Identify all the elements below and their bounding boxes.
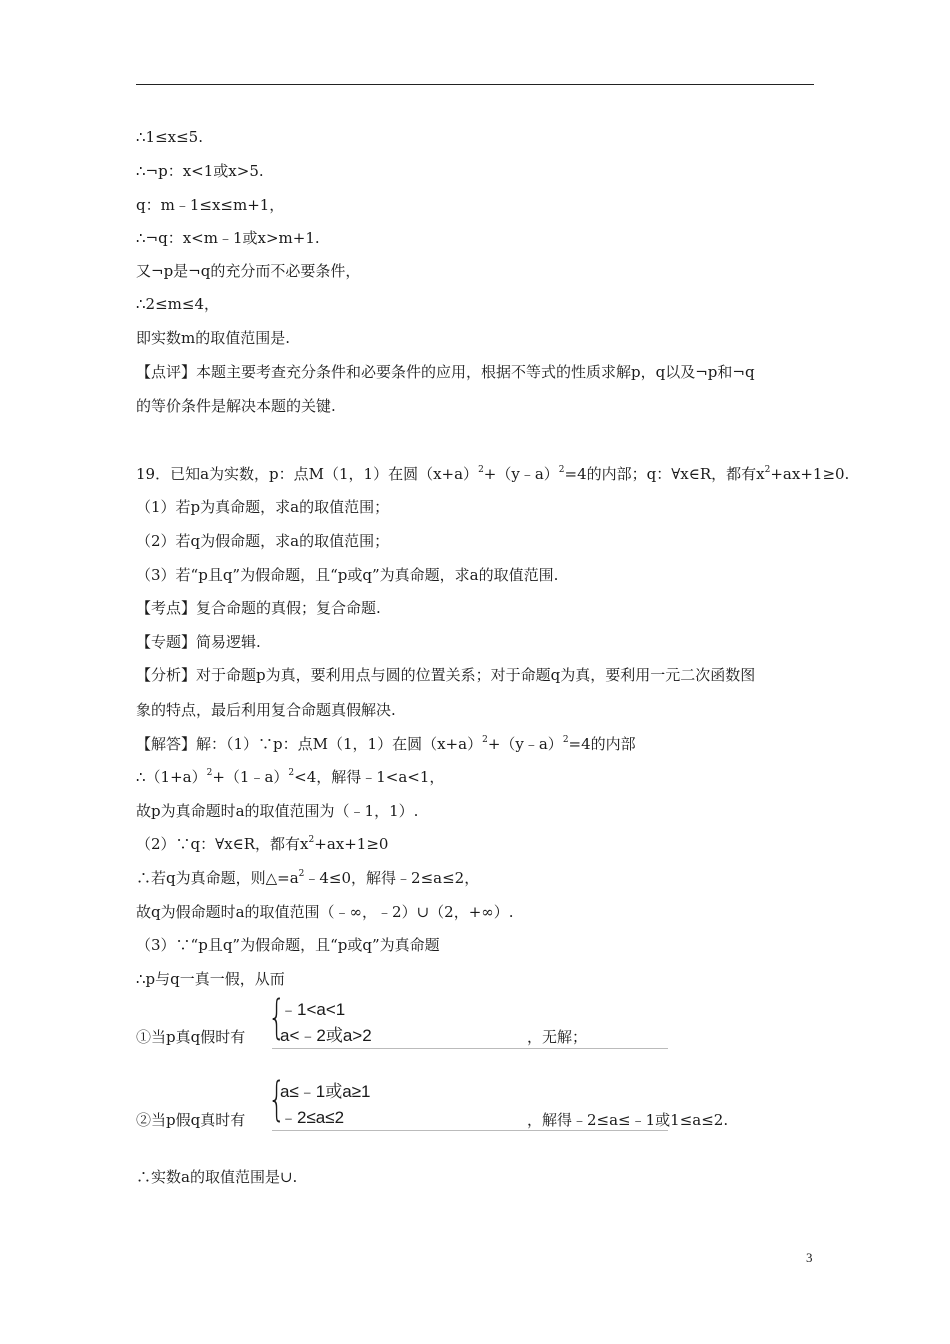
fenxi-line: 【分析】对于命题p为真，要利用点与圆的位置关系；对于命题q为真，要利用一元二次函数图	[136, 666, 756, 684]
case-1-system	[268, 990, 678, 1050]
solution-line: ∴p与q一真一假，从而	[136, 970, 285, 988]
fenxi-line: 象的特点，最后利用复合命题真假解决.	[136, 701, 396, 719]
left-brace-icon: {	[268, 990, 286, 1044]
solution-line: （2）∵q：∀x∈R，都有$x^2+ax+1\ge 0$	[136, 835, 389, 853]
solution-line: （3）∵“p且q”为假命题，且“p或q”为真命题	[136, 936, 440, 954]
solution-line: 故p为真命题时a的取值范围为（﹣1，1）.	[136, 802, 419, 820]
page-number: 3	[806, 1250, 813, 1265]
question-part-1: （1）若p为真命题，求a的取值范围；	[136, 498, 390, 516]
comment-line: 【点评】本题主要考查充分条件和必要条件的应用，根据不等式的性质求解p，q以及¬p和¬q	[136, 363, 755, 381]
solution-line: 【解答】解：（1）∵p：点M（1，1）在圆$(x+a)^2+(y﹣a)^2=4$的内部	[136, 735, 636, 753]
case-2-underline	[272, 1130, 668, 1131]
text-line: ∴2≤m≤4，	[136, 295, 219, 313]
case-1-label: ①当p真q假时有	[136, 1028, 246, 1046]
solution-line: 故q为假命题时a的取值范围（﹣∞，﹣2）∪（2，+∞）.	[136, 903, 514, 921]
case-2-row-2: ﹣2≤a≤2	[280, 1108, 345, 1127]
case-1-underline	[272, 1048, 668, 1049]
text-line: q：m﹣1≤x≤m+1，	[136, 196, 285, 214]
text-line: 又¬p是¬q的充分而不必要条件，	[136, 262, 361, 280]
case-1-result: ，无解；	[527, 1028, 588, 1046]
case-1-row-2: a<﹣2或a>2	[280, 1026, 372, 1045]
case-2-row-1: a≤﹣1或a≥1	[280, 1082, 371, 1101]
question-stem: 19．已知a为实数，p：点M（1，1）在圆$(x+a)^2+(y﹣a)^2=4$的内部；q：∀x∈R，都有$x^2+ax+1\ge 0$.	[136, 465, 850, 483]
question-part-3: （3）若“p且q”为假命题，且“p或q”为真命题，求a的取值范围.	[136, 566, 559, 584]
header-rule	[136, 84, 814, 85]
text-line: ∴1≤x≤5.	[136, 128, 203, 146]
zhuanti-line: 【专题】简易逻辑.	[136, 633, 261, 651]
case-1-row-1: ﹣1<a<1	[280, 1000, 346, 1019]
kaodian-line: 【考点】复合命题的真假；复合命题.	[136, 599, 381, 617]
question-part-2: （2）若q为假命题，求a的取值范围；	[136, 532, 390, 550]
text-line: ∴¬p：x<1或x>5.	[136, 162, 264, 180]
left-brace-icon: {	[268, 1072, 286, 1126]
case-2-result: ，解得﹣2≤a≤﹣1或1≤a≤2.	[527, 1111, 729, 1129]
solution-line: ∴若q为真命题，则$\triangle=a^2﹣4\le 0$，解得﹣2≤a≤2，	[136, 869, 480, 887]
solution-line: $\therefore(1+a)^2+(1﹣a)^2<4$，解得﹣1<a<1，	[136, 768, 445, 786]
comment-line: 的等价条件是解决本题的关键.	[136, 397, 336, 415]
conclusion-line: ∴实数a的取值范围是∪.	[136, 1168, 298, 1186]
case-2-label: ②当p假q真时有	[136, 1111, 246, 1129]
text-line: 即实数m的取值范围是.	[136, 329, 290, 347]
text-line: ∴¬q：x<m﹣1或x>m+1.	[136, 229, 320, 247]
